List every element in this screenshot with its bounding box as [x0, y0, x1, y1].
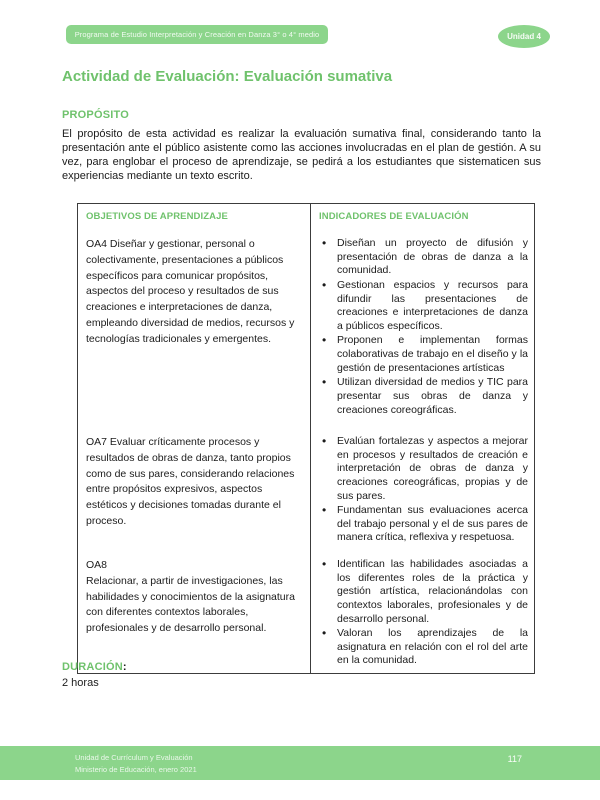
footer-page-number: 117	[507, 754, 522, 764]
indicador-item: • Utilizan diversidad de medios y TIC para presentar sus obras de danza y creaciones coreográficas.	[315, 376, 528, 417]
indicador-item: • Proponen e implementan formas colaborativas de trabajo en el diseño y la gestión de presentaciones artísticas	[315, 334, 528, 375]
duracion-heading	[62, 661, 127, 673]
oa7-text: OA7 Evaluar críticamente procesos y resultados de obras de danza, tanto propios como de sus pares, considerando relaciones entre propósitos expresivos, aspectos estéticos y decisiones tomadas durante el proceso.	[86, 436, 295, 527]
indicadores-list-oa4	[315, 237, 528, 417]
duracion-value: 2 horas	[62, 677, 99, 689]
program-header-label: Programa de Estudio Interpretación y Creación en Danza 3° o 4° medio	[74, 30, 320, 39]
objectives-indicators-table	[77, 203, 535, 674]
indicadores-list-oa8	[315, 558, 528, 668]
table-cell-objetivo-oa4	[78, 231, 311, 429]
footer-line2: Ministerio de Educación, enero 2021	[75, 764, 197, 774]
table-cell-objetivo-oa8	[78, 552, 311, 673]
indicadores-list-oa7	[315, 435, 528, 545]
footer-credits	[75, 752, 197, 775]
table-cell-indicadores-oa7	[311, 429, 534, 552]
oa4-text: OA4 Diseñar y gestionar, personal o colectivamente, presentaciones a públicos específicos para comunicar propósitos, aspectos del proceso y resultados de sus creaciones e interpretaciones de danza, empleando diversidad de medios, recursos y tecnologías tradicionales y emergentes.	[86, 238, 295, 345]
program-header-pill	[66, 25, 328, 44]
footer-line1: Unidad de Currículum y Evaluación	[75, 753, 193, 762]
table-cell-objetivo-oa7	[78, 429, 311, 552]
indicador-item: • Diseñan un proyecto de difusión y presentación de obras de danza a la comunidad.	[315, 237, 528, 278]
oa8-label: OA8	[86, 559, 108, 571]
duracion-colon: :	[122, 661, 127, 673]
unit-badge	[498, 25, 550, 48]
indicador-item: • Fundamentan sus evaluaciones acerca del trabajo personal y el de sus pares de manera crítica, reflexiva y respetuosa.	[315, 504, 528, 545]
page-title: Actividad de Evaluación: Evaluación sumativa	[62, 68, 393, 85]
table-cell-indicadores-oa4	[311, 231, 534, 429]
footer-bar	[0, 746, 600, 780]
table-cell-indicadores-oa8	[311, 552, 534, 673]
indicador-item: • Identifican las habilidades asociadas a los diferentes roles de la práctica y gestión artística, relacionándolas con contextos laborales, profesionales y de desarrollo personal.	[315, 558, 528, 626]
oa8-text: Relacionar, a partir de investigaciones, las habilidades y conocimientos de la asignatura con diferentes contextos laborales, profesionales y de desarrollo personal.	[86, 574, 295, 634]
indicador-item: • Evalúan fortalezas y aspectos a mejorar en procesos y resultados de creación e interpretación de obras de danza y creaciones coreográficas, propias y de sus pares.	[315, 435, 528, 503]
indicador-item: • Valoran los aprendizajes de la asignatura en relación con el rol del arte en la comunidad.	[315, 627, 528, 668]
unit-badge-label: Unidad 4	[507, 32, 541, 41]
table-header-objetivos: OBJETIVOS DE APRENDIZAJE	[78, 204, 311, 231]
proposito-paragraph: El propósito de esta actividad es realizar la evaluación sumativa final, considerando tanto la presentación ante el público asistente como las acciones involucradas en el plan de gestión. A su vez, para englobar el proceso de aprendizaje, se pedirá a los estudiantes que sistematicen sus experiencias mediante un texto escrito.	[62, 128, 541, 182]
indicador-item: • Gestionan espacios y recursos para difundir las presentaciones de creaciones e interpretaciones de danza a públicos específicos.	[315, 279, 528, 334]
duracion-label: DURACIÓN	[62, 661, 123, 673]
proposito-heading: PROPÓSITO	[62, 109, 129, 121]
table-header-indicadores: INDICADORES DE EVALUACIÓN	[319, 211, 469, 222]
